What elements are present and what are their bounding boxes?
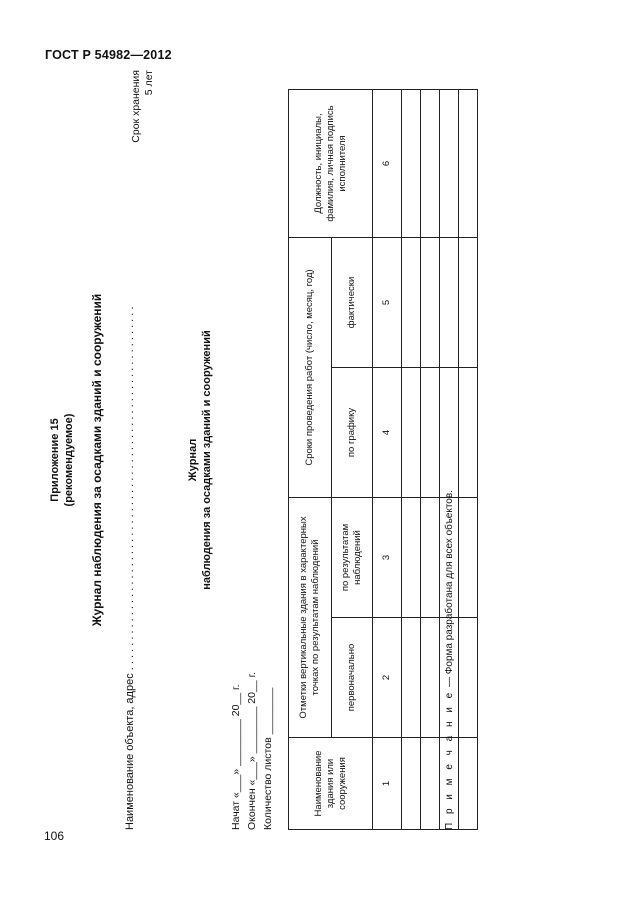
column-number: 2: [373, 618, 402, 738]
rotated-page-content: [40, 70, 460, 840]
table-cell: [402, 89, 421, 237]
note-label: П р и м е ч а н и е: [444, 689, 455, 830]
object-fill-line: . . . . . . . . . . . . . . . . . . . . . . . . . . . . . . . . . . . . . . . . . . . . . . . . . . . . . . . . . . . .: [124, 306, 136, 671]
table-cell: [421, 237, 440, 367]
column-number-row: [373, 89, 402, 829]
table-cell: [402, 738, 421, 830]
header-marks: Отметки вертикальные здания в характерных точках по результатам наблюдений: [289, 497, 332, 737]
note-text: — Форма разработана для всех объектов.: [444, 490, 455, 690]
header-position: Должность, инициалы, фамилия, личная подпись исполнителя: [289, 89, 373, 237]
table-cell: [440, 367, 459, 497]
table-cell: [440, 237, 459, 367]
header-name: Наименование здания или сооружения: [289, 738, 373, 830]
journal-title: Журнал: [187, 438, 199, 482]
standard-header: ГОСТ Р 54982—2012: [45, 48, 172, 62]
table-note: [444, 490, 455, 830]
storage-value: 5 лет: [143, 70, 155, 96]
table-cell: [402, 237, 421, 367]
table-cell: [421, 367, 440, 497]
table-cell: [459, 497, 478, 617]
column-number: 3: [373, 497, 402, 617]
finished-date: Окончен «___» ________ 20__ г.: [246, 671, 258, 830]
table-row: [402, 89, 421, 829]
table-cell: [421, 497, 440, 617]
table-cell: [402, 367, 421, 497]
table-cell: [402, 497, 421, 617]
table-cell: [421, 738, 440, 830]
header-marks-results: по результатам наблюдений: [332, 497, 373, 617]
table-cell: [440, 89, 459, 237]
table-cell: [459, 618, 478, 738]
table-row: [421, 89, 440, 829]
journal-heading: [186, 80, 214, 840]
main-title: Журнал наблюдения за осадками зданий и сооружений: [90, 293, 104, 627]
column-number: 6: [373, 89, 402, 237]
header-dates-actual: фактически: [332, 237, 373, 367]
table-row: [459, 89, 478, 829]
table-cell: [459, 367, 478, 497]
page-number: 106: [44, 829, 65, 843]
header-marks-initial: первоначально: [332, 618, 373, 738]
table-cell: [459, 237, 478, 367]
storage-label: Срок хранения: [130, 70, 142, 143]
journal-subtitle: наблюдения за осадками зданий и сооружений: [201, 330, 213, 590]
table-cell: [459, 738, 478, 830]
column-number: 1: [373, 738, 402, 830]
object-label: Наименование объекта, адрес: [124, 673, 136, 830]
column-number: 5: [373, 237, 402, 367]
storage-period: [130, 70, 156, 220]
appendix-heading: [48, 80, 76, 840]
started-date: Начат «___» ________ 20__ г.: [230, 684, 242, 830]
table-cell: [459, 89, 478, 237]
table-cell: [402, 618, 421, 738]
table-cell: [421, 89, 440, 237]
appendix-title: Приложение 15: [49, 418, 61, 502]
appendix-subtitle: (рекомендуемое): [63, 413, 75, 507]
sheets-count: Количество листов ________: [262, 687, 274, 830]
header-dates: Сроки проведения работ (число, месяц, год): [289, 237, 332, 497]
column-number: 4: [373, 367, 402, 497]
table-cell: [421, 618, 440, 738]
header-dates-schedule: по графику: [332, 367, 373, 497]
